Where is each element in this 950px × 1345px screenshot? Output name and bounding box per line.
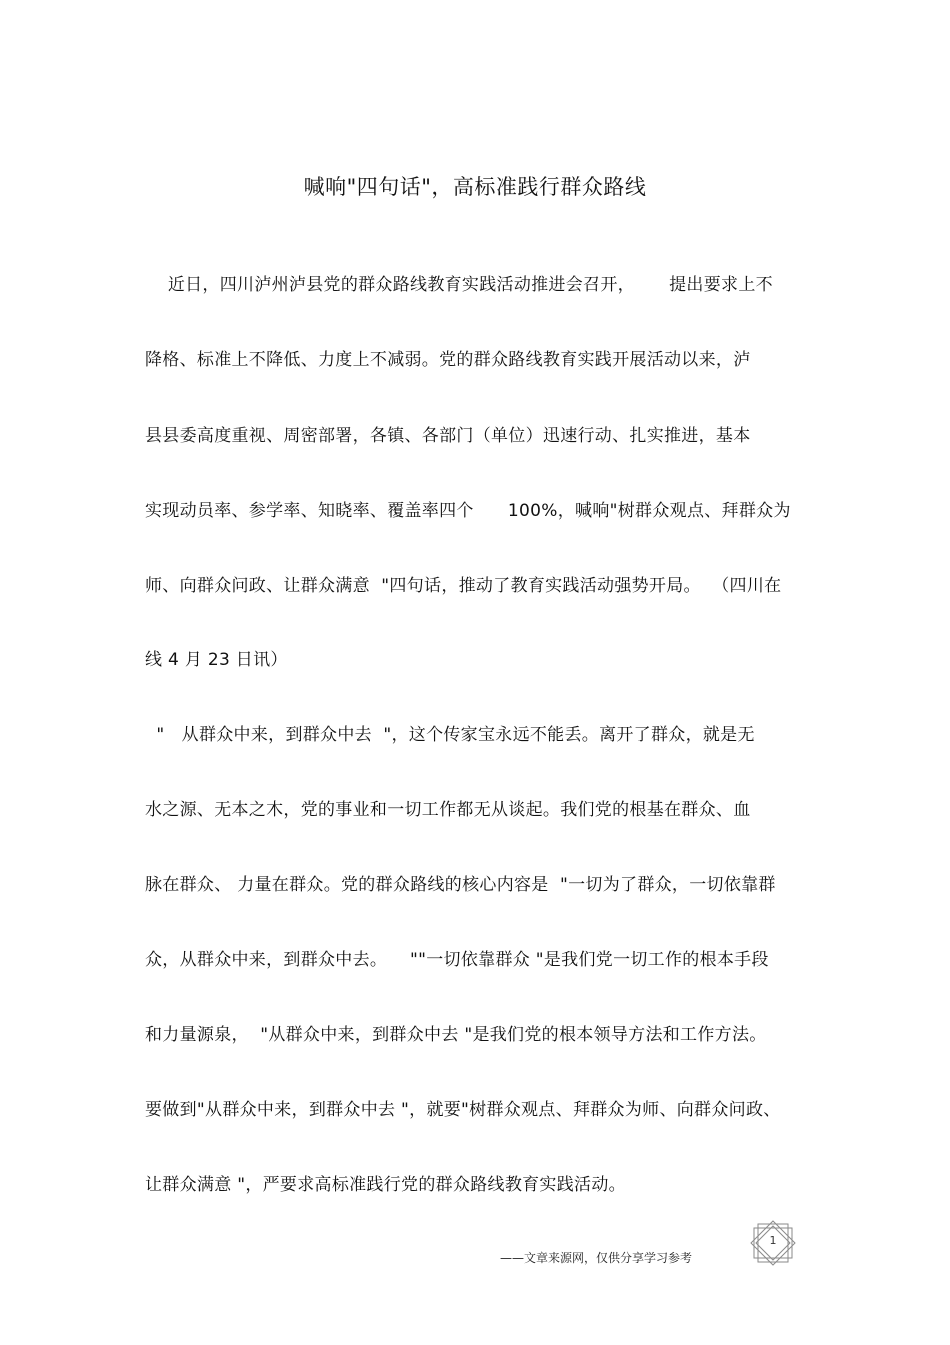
paragraph-2-line-5: 和力量源泉， "从群众中来，到群众中去 "是我们党的根本领导方法和工作方法。 <box>145 1025 767 1045</box>
paragraph-1-line-1: 近日，四川泸州泸县党的群众路线教育实践活动推进会召开， 提出要求上不 <box>145 275 773 295</box>
paragraph-2-line-1: " 从群众中来，到群众中去 "，这个传家宝永远不能丢。离开了群众，就是无 <box>145 725 755 745</box>
paragraph-1-line-5: 师、向群众问政、让群众满意 "四句话，推动了教育实践活动强势开局。 （四川在 <box>145 576 782 596</box>
paragraph-1-line-2: 降格、标准上不降低、力度上不减弱。党的群众路线教育实践开展活动以来，泸 <box>145 350 751 370</box>
page-number: 1 <box>769 1234 777 1247</box>
page-number-badge <box>748 1218 798 1268</box>
paragraph-2-line-6: 要做到"从群众中来，到群众中去 "，就要"树群众观点、拜群众为师、向群众问政、 <box>145 1100 781 1120</box>
paragraph-2-line-4: 众，从群众中来，到群众中去。 ""一切依靠群众 "是我们党一切工作的根本手段 <box>145 950 769 970</box>
document-title: 喊响"四句话"，高标准践行群众路线 <box>303 175 647 199</box>
paragraph-1-line-4: 实现动员率、参学率、知晓率、覆盖率四个 100%，喊响"树群众观点、拜群众为 <box>145 501 791 521</box>
paragraph-1-line-6: 线 4 月 23 日讯） <box>145 650 288 670</box>
paragraph-2-line-7: 让群众满意 "，严要求高标准践行党的群众路线教育实践活动。 <box>145 1175 626 1195</box>
paragraph-2-line-3: 脉在群众、 力量在群众。党的群众路线的核心内容是 "一切为了群众，一切依靠群 <box>145 875 776 895</box>
paragraph-1-line-3: 县县委高度重视、周密部署，各镇、各部门（单位）迅速行动、扎实推进，基本 <box>145 426 751 446</box>
paragraph-2-line-2: 水之源、无本之木，党的事业和一切工作都无从谈起。我们党的根基在群众、血 <box>145 800 751 820</box>
footer-source-note: ——文章来源网，仅供分享学习参考 <box>500 1251 693 1265</box>
